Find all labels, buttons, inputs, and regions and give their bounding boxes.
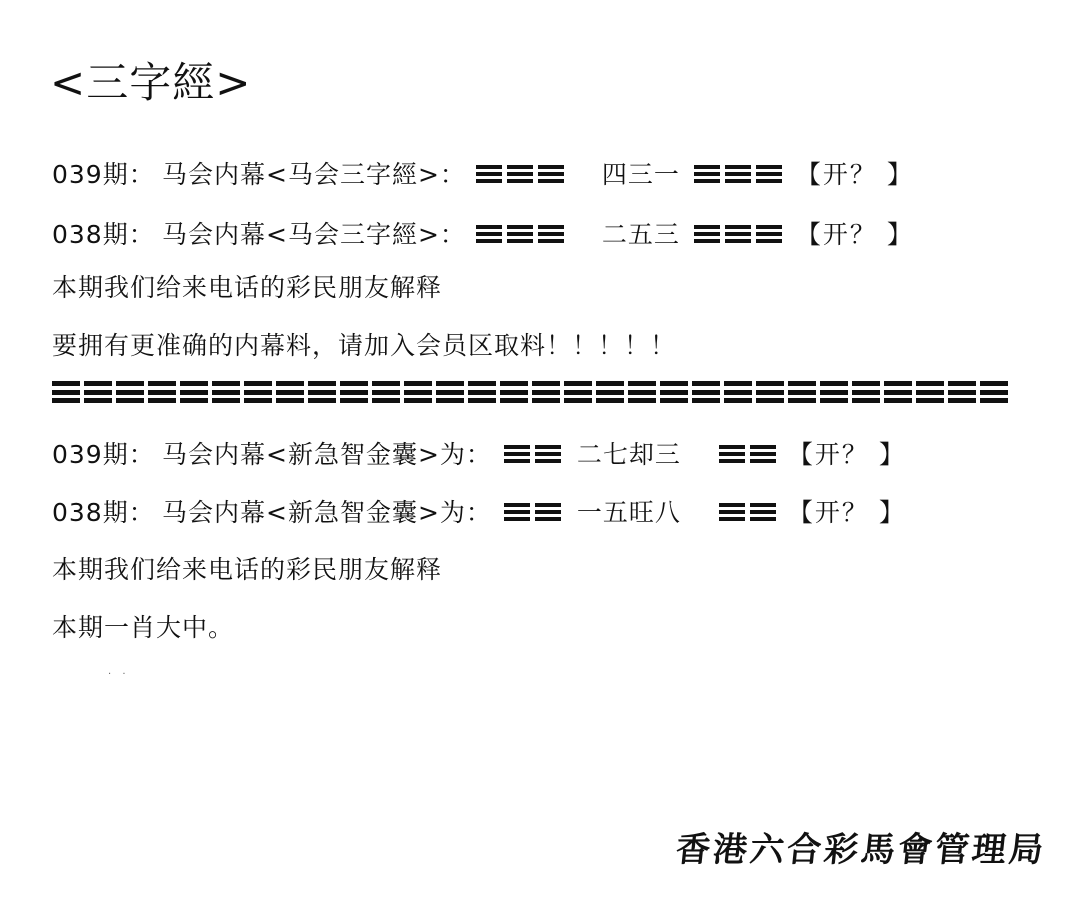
trigram-mark xyxy=(750,445,776,463)
trigram-mark xyxy=(504,503,530,521)
separator-mark xyxy=(628,381,656,403)
source-label: 马会内幕<马会三字經>： xyxy=(162,159,466,189)
trigram-mark xyxy=(719,445,745,463)
open-status-label: 【开？ 】 xyxy=(787,497,906,527)
separator-mark xyxy=(948,381,976,403)
separator-mark xyxy=(788,381,816,403)
section-two-row-039 xyxy=(52,436,906,472)
code-bars-right xyxy=(694,225,782,243)
document-title: <三字經> xyxy=(50,58,252,107)
separator-mark xyxy=(532,381,560,403)
trigram-mark xyxy=(535,445,561,463)
trigram-mark xyxy=(694,165,720,183)
period-label: 038期： xyxy=(52,219,155,249)
separator-mark xyxy=(244,381,272,403)
prediction-code: 二七却三 xyxy=(576,439,681,469)
separator-mark xyxy=(724,381,752,403)
trigram-mark xyxy=(535,503,561,521)
section-one-note: 本期我们给来电话的彩民朋友解释 xyxy=(52,272,443,302)
separator-mark xyxy=(84,381,112,403)
trigram-mark xyxy=(538,165,564,183)
open-status-label: 【开？ 】 xyxy=(795,159,914,189)
separator-mark xyxy=(372,381,400,403)
separator-mark xyxy=(852,381,880,403)
separator-mark xyxy=(148,381,176,403)
code-bars-left xyxy=(504,503,561,521)
section-one-row-039 xyxy=(52,156,914,192)
separator-mark xyxy=(660,381,688,403)
separator-mark xyxy=(340,381,368,403)
separator-mark xyxy=(180,381,208,403)
separator-mark xyxy=(500,381,528,403)
trigram-mark xyxy=(476,225,502,243)
section-two-row-038 xyxy=(52,494,906,530)
code-bars-right xyxy=(694,165,782,183)
separator-mark xyxy=(596,381,624,403)
separator-mark xyxy=(276,381,304,403)
separator-mark xyxy=(916,381,944,403)
separator-mark xyxy=(564,381,592,403)
section-one-row-038 xyxy=(52,216,914,252)
separator-rule xyxy=(52,381,1008,403)
prediction-code: 二五三 xyxy=(601,219,680,249)
trigram-mark xyxy=(476,165,502,183)
code-bars-left xyxy=(504,445,561,463)
prediction-code: 一五旺八 xyxy=(576,497,681,527)
separator-mark xyxy=(436,381,464,403)
trigram-mark xyxy=(694,225,720,243)
separator-mark xyxy=(980,381,1008,403)
scan-dots: . . xyxy=(108,666,130,677)
trigram-mark xyxy=(719,503,745,521)
period-label: 039期： xyxy=(52,439,155,469)
trigram-mark xyxy=(507,165,533,183)
separator-mark xyxy=(308,381,336,403)
member-promo-text: 要拥有更准确的内幕料，请加入会员区取料！！！！！ xyxy=(52,330,677,360)
open-status-label: 【开？ 】 xyxy=(795,219,914,249)
separator-mark xyxy=(116,381,144,403)
separator-mark xyxy=(468,381,496,403)
source-label: 马会内幕<新急智金囊>为： xyxy=(162,439,492,469)
code-bars-right xyxy=(719,503,776,521)
separator-mark xyxy=(756,381,784,403)
trigram-mark xyxy=(504,445,530,463)
separator-mark xyxy=(404,381,432,403)
separator-mark xyxy=(820,381,848,403)
period-label: 039期： xyxy=(52,159,155,189)
code-bars-left xyxy=(476,225,564,243)
trigram-mark xyxy=(750,503,776,521)
code-bars-left xyxy=(476,165,564,183)
separator-mark xyxy=(884,381,912,403)
period-label: 038期： xyxy=(52,497,155,527)
trigram-mark xyxy=(538,225,564,243)
trigram-mark xyxy=(756,165,782,183)
separator-mark xyxy=(212,381,240,403)
separator-mark xyxy=(52,381,80,403)
trigram-mark xyxy=(725,165,751,183)
source-label: 马会内幕<新急智金囊>为： xyxy=(162,497,492,527)
separator-mark xyxy=(692,381,720,403)
section-two-note: 本期我们给来电话的彩民朋友解释 xyxy=(52,554,443,584)
organization-seal: 香港六合彩馬會管理局 xyxy=(673,830,1049,870)
source-label: 马会内幕<马会三字經>： xyxy=(162,219,466,249)
trigram-mark xyxy=(507,225,533,243)
summary-text: 本期一肖大中。 xyxy=(52,612,235,642)
trigram-mark xyxy=(725,225,751,243)
trigram-mark xyxy=(756,225,782,243)
code-bars-right xyxy=(719,445,776,463)
open-status-label: 【开？ 】 xyxy=(787,439,906,469)
prediction-code: 四三一 xyxy=(601,159,680,189)
